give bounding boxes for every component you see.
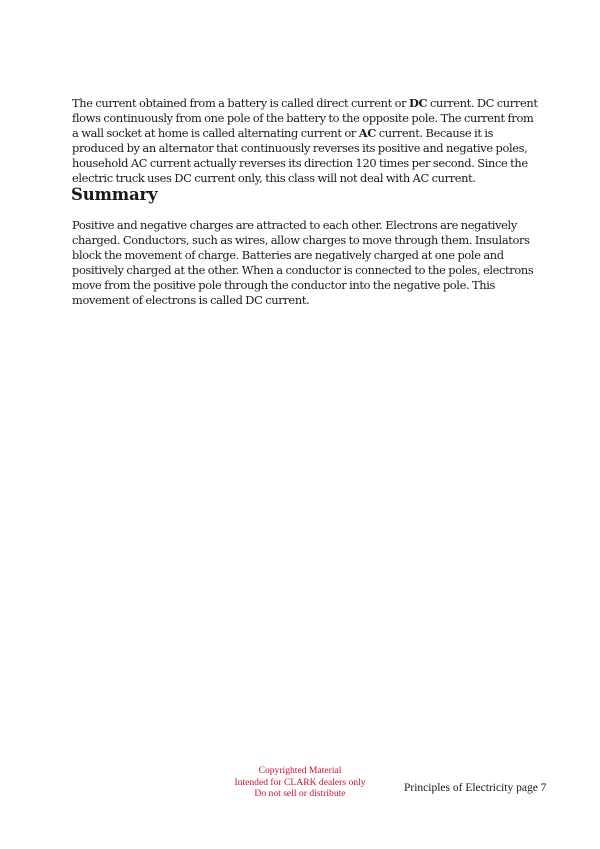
dc-ac-paragraph <box>72 96 542 185</box>
copyright-notice <box>230 765 370 800</box>
summary-paragraph: Positive and negative charges are attracted to each other. Electrons are negatively charged. Conductors, such as wires, allow charges to move through them. Insulators block the movement of charge. Batteries are negatively charged at one pole and positively charged at the other. When a conductor is connected to the poles, electrons move from the positive pole through the conductor into the negative pole. This movement of electrons is called DC current. <box>72 218 534 307</box>
summary-heading: Summary <box>71 185 158 204</box>
ac-term: AC <box>358 125 376 140</box>
page-footer-label: Principles of Electricity page 7 <box>404 782 547 794</box>
copyright-notice-line-1: Copyrighted Material <box>258 765 342 776</box>
dc-term: DC <box>408 96 428 110</box>
paragraph-text-part-3: current. Because it is produced by an alternator that continuously reverses its positive and negative poles, household AC current actually reverses its direction 120 times per second. Since the electric truck uses DC current only, this class will not deal with AC current. <box>72 125 528 185</box>
paragraph-text-part-2: current. DC current flows continuously from one pole of the battery to the opposite pole. The current from a wall socket at home is called alternating current or <box>72 96 538 140</box>
paragraph-text-part-1: The current obtained from a battery is called direct current or <box>72 96 409 110</box>
copyright-notice-line-2: Intended for CLARK dealers only <box>234 776 366 788</box>
copyright-notice-line-3: Do not sell or distribute <box>254 788 346 800</box>
